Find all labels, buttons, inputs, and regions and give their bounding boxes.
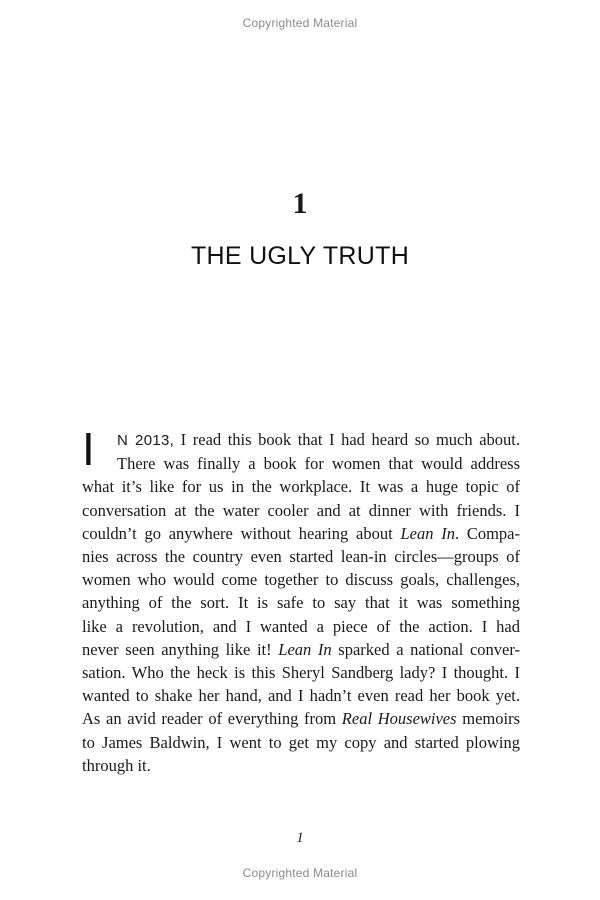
line-text: There was finally a book for women that would address — [117, 454, 520, 474]
paragraph-line — [82, 731, 520, 754]
line-text: I read this book that I had heard so much about. — [174, 430, 520, 449]
line-text: anything of the sort. It is safe to say that it was something — [82, 593, 520, 613]
paragraph-line — [82, 475, 520, 498]
paragraph-line — [82, 661, 520, 684]
paragraph-line — [82, 591, 520, 614]
first-word-caps: N 2013, — [117, 432, 175, 449]
line-text: As an avid reader of everything from — [82, 709, 342, 729]
line-text: never seen anything like it! — [82, 639, 279, 659]
line-text: through it. — [82, 755, 151, 775]
drop-cap: I — [82, 423, 95, 475]
paragraph-line — [82, 615, 520, 638]
line-text: like a revolution, and I wanted a piece of the action. I had — [82, 616, 520, 636]
copyright-watermark-top: Copyrighted Material — [242, 16, 358, 30]
paragraph-line — [82, 684, 520, 707]
book-title: Lean In — [278, 639, 332, 659]
line-text: couldn’t go anywhere without hearing about — [82, 523, 401, 543]
paragraph-line — [82, 499, 520, 522]
paragraph-line — [82, 754, 520, 777]
line-text: conversation at the water cooler and at dinner with friends. I — [82, 500, 520, 520]
paragraph-line — [82, 428, 520, 452]
page-number: 1 — [296, 830, 304, 846]
line-text: women who would come together to discuss goals, challenges, — [82, 570, 520, 590]
body-paragraph — [82, 423, 521, 777]
paragraph-line — [82, 638, 520, 661]
line-text: sparked a national conver- — [331, 639, 521, 659]
book-title: Lean In — [400, 523, 455, 543]
paragraph-line — [82, 522, 520, 545]
line-text: nies across the country even started lean-in circles—groups of — [82, 547, 520, 567]
chapter-number: 1 — [292, 187, 308, 220]
line-text: wanted to shake her hand, and I hadn’t even read her book yet. — [82, 686, 520, 706]
copyright-watermark-bottom: Copyrighted Material — [242, 866, 358, 880]
paragraph-line — [82, 707, 520, 730]
paragraph-line — [82, 568, 520, 591]
line-text: sation. Who the heck is this Sheryl Sandberg lady? I thought. I — [82, 663, 520, 683]
line-text: what it’s like for us in the workplace. It was a huge topic of — [82, 477, 520, 497]
line-text: . Compa- — [454, 523, 520, 543]
paragraph-line — [82, 545, 520, 568]
show-title: Real Housewives — [341, 709, 457, 729]
line-text: to James Baldwin, I went to get my copy and started plowing — [82, 732, 520, 752]
line-text: memoirs — [456, 709, 521, 729]
paragraph-line — [82, 452, 520, 475]
chapter-title: THE UGLY TRUTH — [190, 242, 410, 270]
